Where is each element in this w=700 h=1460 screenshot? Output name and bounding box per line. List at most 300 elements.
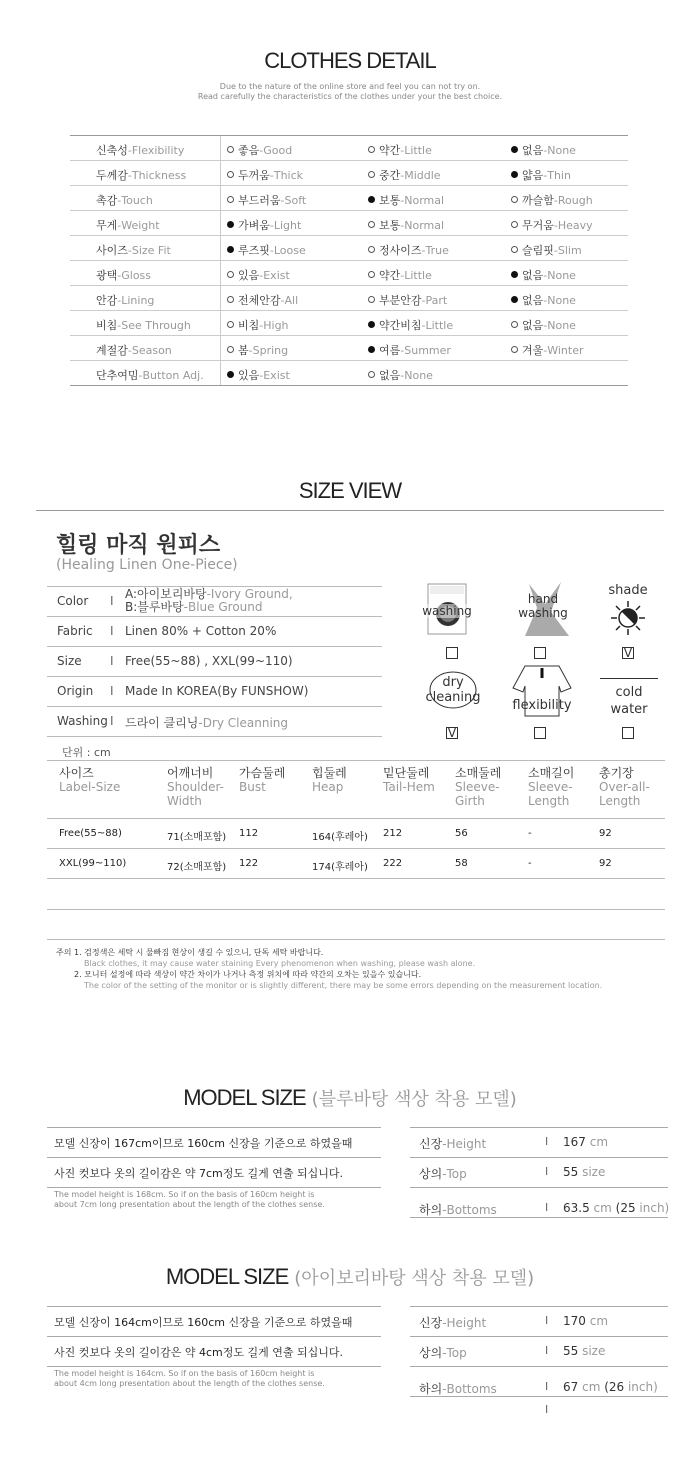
model-description-1: 모델 신장이 164cm이므로 160cm 신장을 기준으로 하였을때 (54, 1316, 353, 1329)
filled-circle-icon (511, 271, 518, 278)
cleaning-text: cleaning (425, 690, 481, 705)
size-table-row-line (47, 878, 665, 879)
detail-option[interactable] (368, 267, 432, 283)
model-left-line (47, 1157, 381, 1158)
cold-text: cold (615, 685, 643, 700)
detail-row (70, 136, 628, 161)
model-bottoms-number: 63.5 (563, 1201, 590, 1215)
size-header (312, 766, 380, 794)
model-description-2: 사진 컷보다 옷의 길이감은 약 4cm정도 길게 연출 되십니다. (54, 1346, 344, 1359)
model-height-label-ko: 신장 (419, 1316, 443, 1330)
detail-row (70, 211, 628, 236)
detail-label-ko: 신축성 (96, 144, 128, 157)
detail-option[interactable] (227, 242, 306, 258)
spec-bar: I (110, 714, 114, 728)
filled-circle-icon (368, 321, 375, 328)
note-1: 주의 1. 검정색은 세탁 시 물빠짐 현상이 생길 수 있으니, 단독 세탁 바랍니다. (56, 948, 324, 957)
detail-label-ko: 안감 (96, 294, 118, 307)
filled-circle-icon (511, 296, 518, 303)
spec-value: Free(55~88) , XXL(99~110) (125, 654, 293, 668)
detail-row (70, 311, 628, 336)
detail-label (96, 342, 172, 358)
water-text: water (610, 702, 648, 717)
size-view-divider (36, 510, 664, 511)
detail-row (70, 361, 628, 386)
note-1-en: Black clothes, it may cause water staining Every phenomenon when washing, please wash alone. (84, 959, 476, 968)
detail-option[interactable] (227, 342, 288, 358)
empty-circle-icon (511, 321, 518, 328)
model-description-en-2: about 7cm long presentation about the length of the clothes sense. (54, 1200, 325, 1209)
model-height-bar: I (545, 1135, 549, 1148)
model-size-title (0, 1085, 700, 1111)
detail-row (70, 336, 628, 361)
size-header-ko: 소매길이 (528, 766, 575, 780)
spec-key: Size (57, 654, 82, 668)
detail-row (70, 186, 628, 211)
empty-circle-icon (368, 246, 375, 253)
clothes-detail-subtitle-2: Read carefully the characteristics of the clothes under your the best choice. (197, 92, 503, 101)
model-bottoms-unit: cm (578, 1380, 601, 1394)
detail-option-ko: 없음 (522, 294, 544, 307)
size-header (528, 766, 596, 808)
model-right-line (410, 1336, 668, 1337)
empty-circle-icon (227, 146, 234, 153)
detail-separator (220, 336, 221, 360)
model-bottoms-number-2: (26 (600, 1380, 625, 1394)
model-left-line (47, 1366, 381, 1367)
detail-separator (220, 311, 221, 335)
detail-option-ko: 약간 (379, 144, 401, 157)
spec-row-size (47, 647, 382, 677)
detail-option-en: -Soft (280, 194, 307, 207)
model-right-line (410, 1127, 668, 1128)
detail-label-ko: 무게 (96, 219, 118, 232)
spec-key: Washing (57, 714, 108, 728)
detail-option-en: -Slim (553, 244, 582, 257)
flexibility-label: flexibility (512, 698, 572, 713)
filled-circle-icon (368, 196, 375, 203)
flexibility-checkbox[interactable] (534, 727, 546, 739)
model-top-value (563, 1165, 605, 1179)
size-cell: 71(소매포함) (167, 832, 227, 843)
detail-option-en: -Normal (400, 219, 445, 232)
detail-option[interactable] (227, 292, 298, 308)
detail-option[interactable] (511, 342, 584, 358)
cold-water-checkbox[interactable] (622, 727, 634, 739)
model-bottoms-unit-2: inch) (635, 1201, 670, 1215)
spec-key: Origin (57, 684, 94, 698)
detail-option-en: -True (421, 244, 449, 257)
model-height-label-en: -Height (442, 1316, 487, 1330)
filled-circle-icon (511, 146, 518, 153)
model-top-label-ko: 상의 (419, 1346, 443, 1360)
model-top-label-ko: 상의 (419, 1167, 443, 1181)
detail-option-ko: 약간비침 (379, 319, 422, 332)
hand-text: hand (527, 592, 559, 606)
model-height-unit: cm (585, 1135, 609, 1149)
notes (56, 947, 696, 991)
shade-drying-icon (610, 600, 646, 636)
detail-label-en: -Gloss (117, 269, 152, 282)
detail-option-en: -Little (400, 144, 432, 157)
detail-separator (220, 136, 221, 160)
detail-option[interactable] (511, 317, 576, 333)
note-2: 2. 모니터 설정에 따라 색상이 약간 차이가 나거나 측정 위치에 따라 약간의 오차는 있을수 있습니다. (74, 970, 422, 979)
detail-option[interactable] (368, 242, 449, 258)
model-height-label-ko: 신장 (419, 1137, 443, 1151)
detail-option-en: -Good (259, 144, 293, 157)
detail-row (70, 261, 628, 286)
model-bottoms-label-en: -Bottoms (442, 1203, 497, 1217)
model-bottoms-label (419, 1380, 497, 1397)
size-cell: - (528, 858, 532, 869)
detail-option-en: -Exist (259, 269, 290, 282)
detail-option[interactable] (368, 317, 453, 333)
washing-checkbox[interactable] (446, 647, 458, 659)
detail-separator (220, 261, 221, 285)
model-size-title-en: MODEL SIZE (165, 1264, 289, 1289)
detail-separator (220, 286, 221, 310)
filled-circle-icon (227, 221, 234, 228)
model-bottoms-number-2: (25 (611, 1201, 636, 1215)
model-top-unit: size (578, 1165, 606, 1179)
washing-label: washing (416, 604, 478, 618)
note-2-en: The color of the setting of the monitor or is slightly different, there may be some errors depending on the measurement location. (84, 981, 603, 990)
shade-checkbox[interactable]: V (623, 646, 633, 660)
model-bottoms-label (419, 1201, 497, 1218)
model-bottoms-unit-2: inch) (624, 1380, 658, 1394)
hand-washing-checkbox[interactable] (534, 647, 546, 659)
model-top-number: 55 (563, 1344, 579, 1358)
model-right-line (410, 1187, 668, 1188)
detail-label (96, 367, 204, 383)
detail-option-ko: 슬림핏 (522, 244, 554, 257)
empty-circle-icon (511, 196, 518, 203)
size-header-en: Sleeve-Girth (455, 780, 500, 808)
detail-option-ko: 가벼움 (238, 219, 270, 232)
size-cell: 122 (239, 858, 259, 869)
empty-circle-icon (368, 371, 375, 378)
detail-option-ko: 보통 (379, 194, 401, 207)
size-header (239, 766, 307, 794)
model-height-value (563, 1314, 608, 1328)
dry-cleaning-checkbox[interactable]: V (447, 726, 457, 740)
detail-label-en: -See Through (117, 319, 191, 332)
product-name-en: (Healing Linen One-Piece) (56, 557, 238, 573)
detail-option-en: -Exist (259, 369, 290, 382)
empty-circle-icon (368, 296, 375, 303)
detail-option[interactable] (511, 242, 582, 258)
model-bottoms-number: 67 (563, 1380, 579, 1394)
model-right-line (410, 1157, 668, 1158)
model-top-bar: I (545, 1344, 549, 1357)
spec-color-a-en: -Ivory Ground, (206, 587, 293, 601)
detail-option-en: -Thick (269, 169, 304, 182)
size-cell: 92 (599, 858, 612, 869)
detail-label-ko: 단추여밈 (96, 369, 139, 382)
spec-bar: I (110, 654, 114, 668)
size-cell: 164(후레아) (312, 832, 368, 843)
detail-option[interactable] (368, 217, 444, 233)
empty-circle-icon (511, 221, 518, 228)
model-height-number: 167 (563, 1135, 586, 1149)
detail-option[interactable] (368, 367, 433, 383)
model-bottoms-value (563, 1201, 669, 1215)
size-header (167, 766, 235, 808)
detail-label (96, 142, 184, 158)
model-bottoms-value (563, 1380, 658, 1394)
detail-option-ko: 없음 (379, 369, 401, 382)
detail-option-en: -All (280, 294, 299, 307)
empty-circle-icon (227, 171, 234, 178)
detail-option-en: -None (543, 144, 576, 157)
model-description-en-1: The model height is 164cm. So if on the basis of 160cm height is (54, 1369, 315, 1378)
detail-option-ko: 부드러움 (238, 194, 281, 207)
size-header-en: Bust (239, 780, 266, 794)
filled-circle-icon (511, 171, 518, 178)
detail-option-ko: 있음 (238, 269, 260, 282)
detail-option-en: -Winter (543, 344, 584, 357)
detail-option-ko: 겨울 (522, 344, 544, 357)
size-header-ko: 밑단둘레 (383, 766, 430, 780)
detail-option[interactable] (227, 142, 292, 158)
model-height-label (419, 1135, 486, 1152)
size-cell: 174(후레아) (312, 862, 368, 873)
detail-option-ko: 무거움 (522, 219, 554, 232)
spec-row-origin (47, 677, 382, 707)
size-header-en: Tail-Hem (383, 780, 435, 794)
detail-option[interactable] (368, 142, 432, 158)
cold-water-label (598, 684, 660, 718)
size-header-en: Over-all-Length (599, 780, 650, 808)
clothes-detail-title: CLOTHES DETAIL (264, 48, 436, 73)
detail-separator (220, 161, 221, 185)
detail-row (70, 236, 628, 261)
size-header-ko: 사이즈 (59, 766, 94, 780)
detail-label (96, 267, 151, 283)
size-cell: 112 (239, 828, 259, 839)
size-header-en: Heap (312, 780, 344, 794)
detail-option-ko: 있음 (238, 369, 260, 382)
spec-row-washing (47, 707, 382, 737)
size-cell: 72(소매포함) (167, 862, 227, 873)
model-top-label (419, 1165, 467, 1182)
detail-option-ko: 없음 (522, 319, 544, 332)
detail-option-ko: 정사이즈 (379, 244, 422, 257)
empty-circle-icon (227, 271, 234, 278)
product-name: 힐링 마직 원피스 (56, 533, 221, 558)
dry-text: dry (442, 675, 464, 690)
spec-row-color (47, 586, 382, 617)
spec-bar: I (110, 594, 114, 608)
detail-option[interactable] (227, 367, 290, 383)
detail-label-en: -Thickness (127, 169, 187, 182)
detail-option[interactable] (227, 217, 301, 233)
clothes-detail-table (70, 135, 628, 386)
detail-label-en: -Weight (117, 219, 160, 232)
detail-option-ko: 없음 (522, 269, 544, 282)
model-bottoms-bar: I (545, 1380, 549, 1393)
empty-circle-icon (227, 321, 234, 328)
detail-label-ko: 촉감 (96, 194, 118, 207)
model-height-unit: cm (585, 1314, 609, 1328)
detail-option[interactable] (227, 267, 290, 283)
detail-option-en: -Little (421, 319, 454, 332)
detail-separator (220, 186, 221, 210)
detail-label-ko: 사이즈 (96, 244, 128, 257)
detail-option[interactable] (227, 317, 289, 333)
detail-label (96, 292, 154, 308)
detail-option-ko: 얇음 (522, 169, 544, 182)
spec-value (125, 588, 293, 614)
detail-option-ko: 중간 (379, 169, 401, 182)
detail-option-ko: 부분안감 (379, 294, 422, 307)
detail-label-ko: 광택 (96, 269, 118, 282)
detail-option-en: -Spring (248, 344, 289, 357)
detail-option-ko: 약간 (379, 269, 401, 282)
model-top-number: 55 (563, 1165, 579, 1179)
spec-color-b: B:블루바탕 (125, 600, 184, 614)
empty-circle-icon (368, 221, 375, 228)
detail-option[interactable] (511, 167, 571, 183)
detail-label (96, 217, 160, 233)
model-height-bar: I (545, 1314, 549, 1327)
model-bottoms-label-ko: 하의 (419, 1382, 443, 1396)
size-header-ko: 소매둘레 (455, 766, 502, 780)
empty-circle-icon (227, 296, 234, 303)
detail-option[interactable] (511, 192, 593, 208)
detail-label-en: -Flexibility (127, 144, 185, 157)
detail-label-ko: 계절감 (96, 344, 128, 357)
size-table-row-line (47, 848, 665, 849)
detail-option-en: -Normal (400, 194, 445, 207)
empty-circle-icon (511, 246, 518, 253)
dry-cleaning-label (420, 675, 486, 705)
detail-option-ko: 보통 (379, 219, 401, 232)
detail-option[interactable] (368, 292, 447, 308)
detail-option-en: -None (543, 294, 576, 307)
model-top-label (419, 1344, 467, 1361)
detail-label (96, 317, 191, 333)
detail-option-en: -None (400, 369, 433, 382)
empty-circle-icon (511, 346, 518, 353)
size-header-ko: 총기장 (599, 766, 634, 780)
size-table-header (47, 766, 665, 816)
detail-option-ko: 까슬함 (522, 194, 554, 207)
detail-option[interactable] (368, 192, 444, 208)
detail-option-en: -Part (421, 294, 448, 307)
detail-option[interactable] (368, 342, 451, 358)
detail-separator (220, 211, 221, 235)
size-cell: XXL(99~110) (59, 858, 127, 869)
detail-option-en: -Middle (400, 169, 441, 182)
detail-option[interactable] (511, 292, 576, 308)
model-description-en-1: The model height is 168cm. So if on the basis of 160cm height is (54, 1190, 315, 1199)
detail-option[interactable] (227, 192, 306, 208)
detail-option-en: -None (543, 319, 576, 332)
spec-value (125, 714, 288, 731)
model-left-line (47, 1306, 381, 1307)
detail-option-en: -Rough (553, 194, 593, 207)
empty-circle-icon (368, 171, 375, 178)
hand-washing-text: washing (518, 606, 568, 620)
model-extra-bar: I (545, 1403, 549, 1416)
filled-circle-icon (368, 346, 375, 353)
detail-option-en: -Little (400, 269, 432, 282)
model-description-en-2: about 4cm long presentation about the length of the clothes sense. (54, 1379, 325, 1388)
detail-option[interactable] (511, 142, 576, 158)
size-table-bottom-line (47, 939, 665, 940)
size-header (455, 766, 523, 808)
size-table-body (47, 818, 665, 908)
model-top-unit: size (578, 1344, 606, 1358)
model-bottoms-label-en: -Bottoms (442, 1382, 497, 1396)
size-header-en: Sleeve-Length (528, 780, 573, 808)
size-header (59, 766, 159, 794)
model-left-line (47, 1336, 381, 1337)
detail-label (96, 167, 186, 183)
spec-washing-en: -Dry Cleanning (198, 716, 289, 730)
spec-key: Color (57, 594, 89, 608)
detail-option-en: -Light (269, 219, 302, 232)
size-cell: - (528, 828, 532, 839)
detail-row (70, 286, 628, 311)
model-height-label (419, 1314, 486, 1331)
shade-label: shade (608, 583, 648, 598)
filled-circle-icon (227, 246, 234, 253)
detail-option[interactable] (368, 167, 441, 183)
model-right-line (410, 1306, 668, 1307)
detail-option[interactable] (227, 167, 303, 183)
size-header (383, 766, 451, 794)
detail-option[interactable] (511, 267, 576, 283)
size-cell: 92 (599, 828, 612, 839)
size-table-top-line (47, 760, 665, 761)
model-size-title-ko: (블루바탕 색상 착용 모델) (311, 1089, 517, 1110)
detail-option[interactable] (511, 217, 593, 233)
size-table-row-line (47, 909, 665, 910)
model-size-title-en: MODEL SIZE (183, 1085, 306, 1110)
size-cell: Free(55~88) (59, 828, 122, 839)
size-header (599, 766, 667, 808)
model-right-line (410, 1366, 668, 1367)
spec-value: Made In KOREA(By FUNSHOW) (125, 684, 309, 698)
detail-option-ko: 없음 (522, 144, 544, 157)
spec-value: Linen 80% + Cotton 20% (125, 624, 277, 638)
detail-option-en: -Thin (543, 169, 571, 182)
spec-bar: I (110, 684, 114, 698)
model-height-label-en: -Height (442, 1137, 487, 1151)
spec-bar: I (110, 624, 114, 638)
clothes-detail-subtitle-1: Due to the nature of the online store and feel you can not try on. (219, 82, 481, 91)
detail-option-en: -Loose (269, 244, 306, 257)
detail-label-en: -Button Adj. (138, 369, 204, 382)
detail-option-ko: 여름 (379, 344, 401, 357)
spec-color-a: A:아이보리바탕 (125, 587, 207, 601)
spec-key: Fabric (57, 624, 93, 638)
size-view-title: SIZE VIEW (298, 478, 402, 503)
model-description-1: 모델 신장이 167cm이므로 160cm 신장을 기준으로 하였을때 (54, 1137, 353, 1150)
size-cell: 58 (455, 858, 468, 869)
detail-label-ko: 비침 (96, 319, 118, 332)
detail-option-ko: 비침 (238, 319, 260, 332)
detail-option-ko: 좋음 (238, 144, 260, 157)
model-height-value (563, 1135, 608, 1149)
detail-label-en: -Lining (117, 294, 155, 307)
detail-option-ko: 봄 (238, 344, 249, 357)
detail-separator (220, 236, 221, 260)
size-cell: 56 (455, 828, 468, 839)
